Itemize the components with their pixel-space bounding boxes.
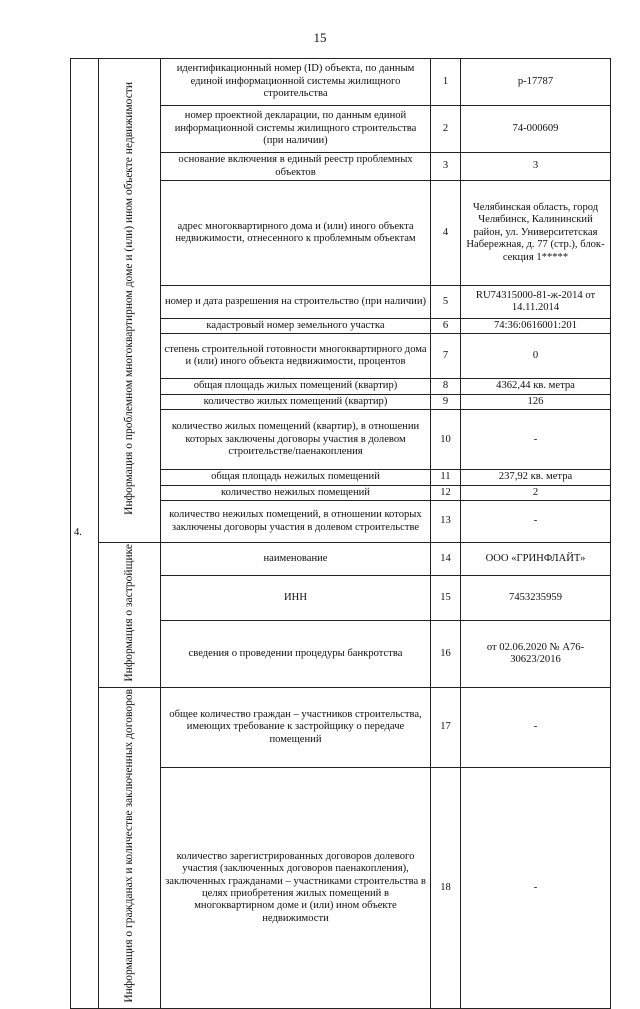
row-value: 126 — [461, 394, 611, 409]
row-description: наименование — [161, 543, 431, 576]
object-info-table — [70, 58, 611, 1009]
row-value: 3 — [461, 153, 611, 181]
row-value: 74:36:0616001:201 — [461, 319, 611, 334]
row-description: адрес многоквартирного дома и (или) иного объекта недвижимости, отнесенного к проблемным объектам — [161, 181, 431, 286]
row-value: RU74315000-81-ж-2014 от 14.11.2014 — [461, 286, 611, 319]
row-value: 74-000609 — [461, 106, 611, 153]
row-index: 18 — [431, 767, 461, 1008]
row-value: р-17787 — [461, 59, 611, 106]
row-index: 1 — [431, 59, 461, 106]
section-title-object: Информация о проблемном многоквартирном доме и (или) ином объекте недвижимости — [99, 59, 161, 543]
row-value: ООО «ГРИНФЛАЙТ» — [461, 543, 611, 576]
row-value: 237,92 кв. метра — [461, 470, 611, 485]
row-index: 12 — [431, 485, 461, 500]
row-description: общая площадь жилых помещений (квартир) — [161, 379, 431, 394]
row-index: 8 — [431, 379, 461, 394]
section-title-citizens: Информация о гражданах и количестве заключенных договоров — [99, 688, 161, 1009]
row-index: 6 — [431, 319, 461, 334]
row-description: количество нежилых помещений, в отношении которых заключены договоры участия в долевом строительстве — [161, 501, 431, 543]
row-index: 5 — [431, 286, 461, 319]
row-value: 0 — [461, 334, 611, 379]
row-index: 9 — [431, 394, 461, 409]
row-value: - — [461, 767, 611, 1008]
row-value: - — [461, 688, 611, 768]
row-index: 7 — [431, 334, 461, 379]
row-description: степень строительной готовности многоквартирного дома и (или) иного объекта недвижимости, процентов — [161, 334, 431, 379]
row-index: 13 — [431, 501, 461, 543]
row-value: 7453235959 — [461, 575, 611, 620]
row-index: 15 — [431, 575, 461, 620]
row-index: 14 — [431, 543, 461, 576]
row-value: от 02.06.2020 № А76-30623/2016 — [461, 620, 611, 687]
row-description: количество жилых помещений (квартир), в отношении которых заключены договоры участия в долевом строительстве/паенакопления — [161, 410, 431, 470]
row-description: количество нежилых помещений — [161, 485, 431, 500]
row-value: 2 — [461, 485, 611, 500]
row-index: 4 — [431, 181, 461, 286]
item-number: 4. — [71, 59, 99, 1009]
table-row — [71, 688, 611, 768]
page-number: 15 — [313, 30, 327, 45]
row-value: - — [461, 410, 611, 470]
row-index: 17 — [431, 688, 461, 768]
row-description: ИНН — [161, 575, 431, 620]
table-row — [71, 59, 611, 106]
scan-edge-line — [0, 893, 640, 905]
row-description: общее количество граждан – участников строительства, имеющих требование к застройщику о передаче помещений — [161, 688, 431, 768]
row-index: 10 — [431, 410, 461, 470]
row-description: кадастровый номер земельного участка — [161, 319, 431, 334]
row-description: количество зарегистрированных договоров долевого участия (заключенных договоров паенакопления), заключенных гражданами – участниками строительства в целях приобретения жилых помещений в многоквартирном доме и (или) ином объекте недвижимости — [161, 767, 431, 1008]
section-title-developer: Информация о застройщике — [99, 543, 161, 688]
row-index: 3 — [431, 153, 461, 181]
row-description: идентификационный номер (ID) объекта, по данным единой информационной системы жилищного строительства — [161, 59, 431, 106]
row-index: 11 — [431, 470, 461, 485]
row-index: 16 — [431, 620, 461, 687]
row-description: сведения о проведении процедуры банкротства — [161, 620, 431, 687]
row-value: Челябинская область, город Челябинск, Калининский район, ул. Университетская Набережная, д. 77 (стр.), блок-секция 1***** — [461, 181, 611, 286]
table-row — [71, 543, 611, 576]
row-index: 2 — [431, 106, 461, 153]
row-value: - — [461, 501, 611, 543]
row-description: общая площадь нежилых помещений — [161, 470, 431, 485]
row-description: номер проектной декларации, по данным единой информационной системы жилищного строительства (при наличии) — [161, 106, 431, 153]
row-description: количество жилых помещений (квартир) — [161, 394, 431, 409]
row-description: основание включения в единый реестр проблемных объектов — [161, 153, 431, 181]
row-value: 4362,44 кв. метра — [461, 379, 611, 394]
row-description: номер и дата разрешения на строительство (при наличии) — [161, 286, 431, 319]
